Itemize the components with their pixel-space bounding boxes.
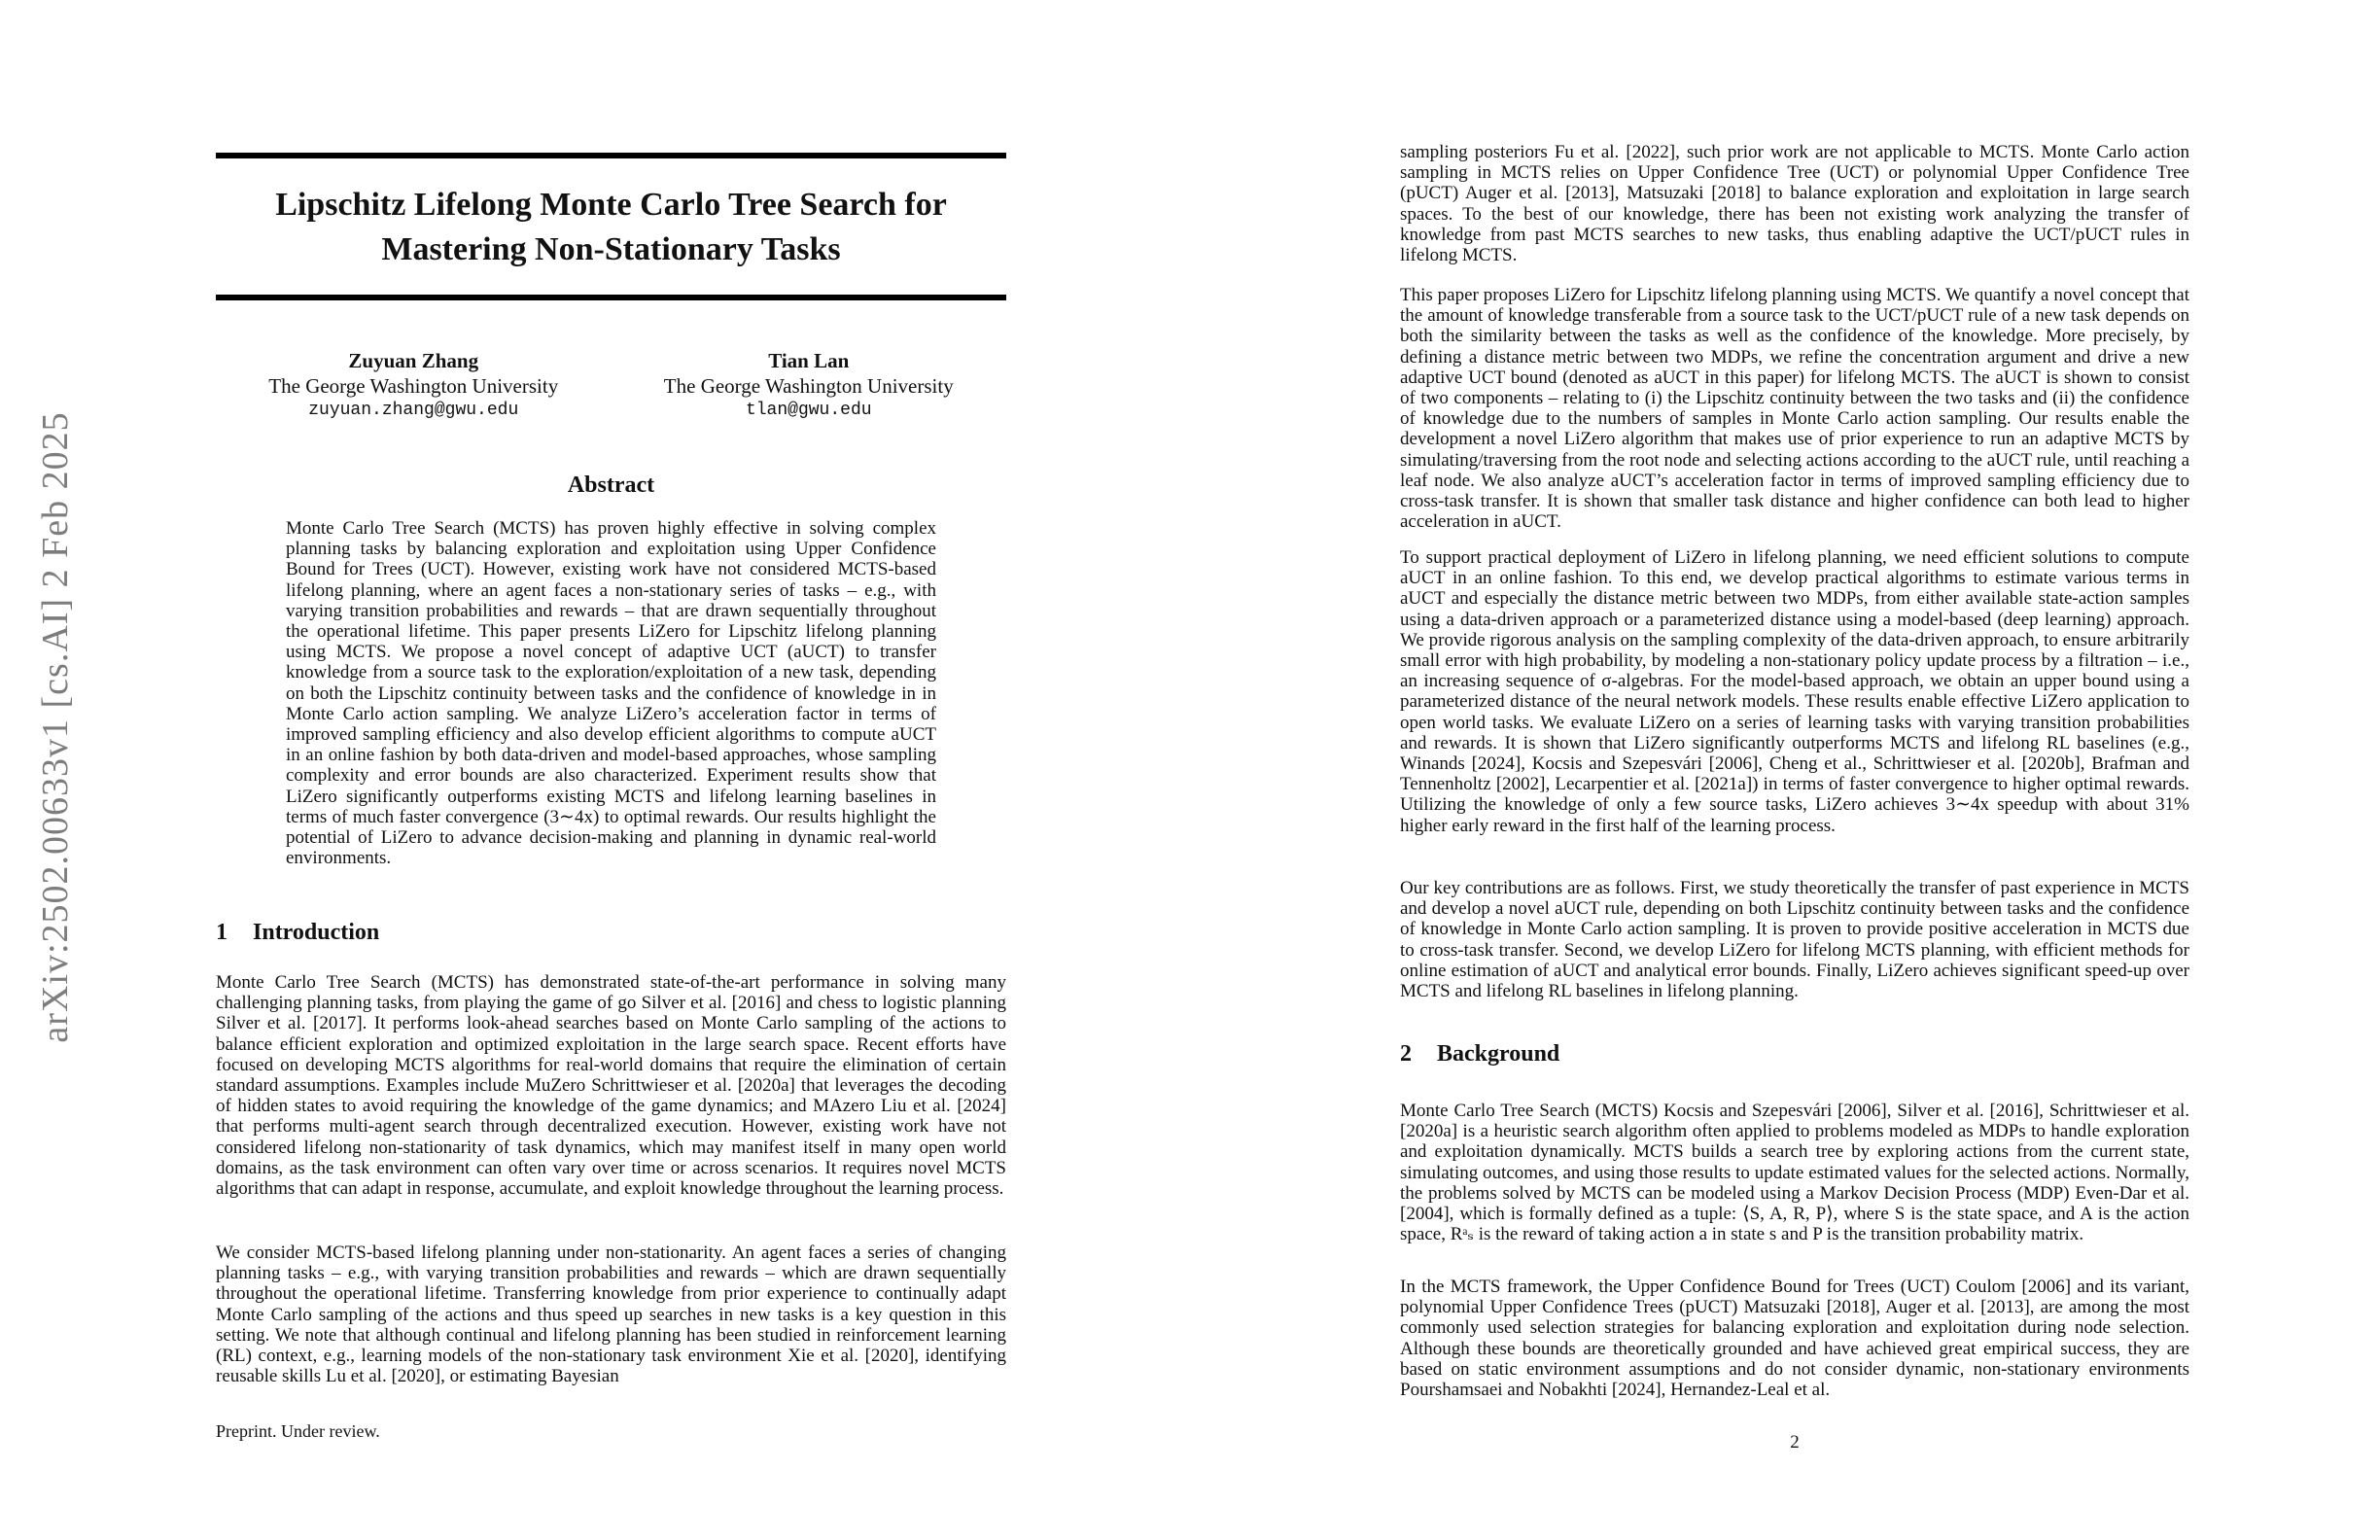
author-block xyxy=(216,348,1006,423)
author-1-affiliation: The George Washington University xyxy=(268,374,559,398)
page1-paragraph-2: We consider MCTS-based lifelong planning under non-stationarity. An agent faces a series of changing planning tasks – e.g., with varying transition probabilities and rewards – which are drawn sequentially throughout the operational lifetime. Transferring knowledge from prior experience to continually adapt Monte Carlo sampling of the actions and thus speed up searches in new tasks is a key question in this setting. We note that although continual and lifelong planning has been studied in reinforcement learning (RL) context, e.g., learning models of the non-stationary task environment Xie et al. [2020], identifying reusable skills Lu et al. [2020], or estimating Bayesian xyxy=(216,1242,1006,1387)
section-1-title: Introduction xyxy=(253,920,380,945)
title-rule-top xyxy=(216,153,1006,158)
author-2 xyxy=(612,348,1007,423)
page1-paragraph-1: Monte Carlo Tree Search (MCTS) has demonstrated state-of-the-art performance in solving many challenging planning tasks, from playing the game of go Silver et al. [2016] and chess to logistic planning Silver et al. [2017]. It performs look-ahead searches based on Monte Carlo sampling of the actions to balance efficient exploration and optimized exploitation in the large search space. Recent efforts have focused on developing MCTS algorithms for real-world domains that require the elimination of certain standard assumptions. Examples include MuZero Schrittwieser et al. [2020a] that leverages the decoding of hidden states to avoid requiring the knowledge of the game dynamics; and MAzero Liu et al. [2024] that performs multi-agent search through decentralized execution. However, existing work have not considered lifelong non-stationarity of task dynamics, which may manifest itself in many open world domains, as the task environment can often vary over time or across scenarios. It requires novel MCTS algorithms that can adapt in response, accumulate, and exploit knowledge throughout the learning process. xyxy=(216,972,1006,1200)
paper-title-line-2: Mastering Non-Stationary Tasks xyxy=(381,231,841,267)
page2-paragraph-6: In the MCTS framework, the Upper Confidence Bound for Trees (UCT) Coulom [2006] and its variant, polynomial Upper Confidence Trees (pUCT) Matsuzaki [2018], Auger et al. [2013], are among the most commonly used selection strategies for balancing exploration and exploitation during node selection. Although these bounds are theoretically grounded and have achieved great empirical success, they are based on static environment assumptions and do not consider dynamic, non-stationary environments Pourshamsaei and Nobakhti [2024], Hernandez-Leal et al. xyxy=(1400,1277,2189,1401)
author-2-affiliation: The George Washington University xyxy=(663,374,954,398)
page2-paragraph-3: To support practical deployment of LiZero in lifelong planning, we need efficient solutions to compute aUCT in an online fashion. To this end, we develop practical algorithms to estimate various terms in aUCT and especially the distance metric between two MDPs, from either available state-action samples using a data-driven approach or a parameterized distance using a model-based (deep learning) approach. We provide rigorous analysis on the sampling complexity of the data-driven approach, to ensure arbitrarily small error with high probability, by modeling a non-stationary policy update process by a filtration – i.e., an increasing sequence of σ-algebras. For the model-based approach, we obtain an upper bound using a parameterized distance of the neural network models. These results enable effective LiZero application to open world tasks. We evaluate LiZero on a series of learning tasks with varying transition probabilities and rewards. It is shown that LiZero significantly outperforms MCTS and lifelong RL baselines (e.g., Winands [2024], Kocsis and Szepesvári [2006], Cheng et al., Schrittwieser et al. [2020b], Brafman and Tennenholtz [2002], Lecarpentier et al. [2021a]) in terms of faster convergence to higher optimal rewards. Utilizing the knowledge of only a few source tasks, LiZero achieves 3∼4x speedup with about 31% higher early reward in the first half of the learning process. xyxy=(1400,547,2189,836)
page2-paragraph-1: sampling posteriors Fu et al. [2022], such prior work are not applicable to MCTS. Monte Carlo action sampling in MCTS relies on Upper Confidence Tree (UCT) or polynomial Upper Confidence Tree (pUCT) Auger et al. [2013], Matsuzaki [2018] to balance exploration and exploitation in large search spaces. To the best of our knowledge, there has been not existing work analyzing the transfer of knowledge from past MCTS searches to new tasks, thus enabling adaptive the UCT/pUCT rules in lifelong MCTS. xyxy=(1400,142,2189,266)
paper-title-line-1: Lipschitz Lifelong Monte Carlo Tree Search for xyxy=(275,187,947,223)
paper-title xyxy=(216,183,1006,272)
title-rule-bottom xyxy=(216,295,1006,300)
section-1-heading xyxy=(216,920,379,946)
page-number: 2 xyxy=(1790,1432,1800,1452)
author-2-name: Tian Lan xyxy=(768,349,850,372)
preprint-footnote: Preprint. Under review. xyxy=(216,1421,380,1441)
abstract-text: Monte Carlo Tree Search (MCTS) has proven highly effective in solving complex planning tasks by balancing exploration and exploitation using Upper Confidence Bound for Trees (UCT). However, existing work have not considered MCTS-based lifelong planning, where an agent faces a non-stationary series of tasks – e.g., with varying transition probabilities and rewards – that are drawn sequentially throughout the operational lifetime. This paper presents LiZero for Lipschitz lifelong planning using MCTS. We propose a novel concept of adaptive UCT (aUCT) to transfer knowledge from a source task to the exploration/exploitation of a new task, depending on both the Lipschitz continuity between tasks and the confidence of knowledge in in Monte Carlo action sampling. We analyze LiZero’s acceleration factor in terms of improved sampling efficiency and also develop efficient algorithms to compute aUCT in an online fashion by both data-driven and model-based approaches, whose sampling complexity and error bounds are also characterized. Experiment results show that LiZero significantly outperforms existing MCTS and lifelong learning baselines in terms of much faster convergence (3∼4x) to optimal rewards. Our results highlight the potential of LiZero to advance decision-making and planning in dynamic real-world environments. xyxy=(286,518,936,869)
section-2-heading xyxy=(1400,1041,1559,1068)
author-1-name: Zuyuan Zhang xyxy=(348,349,479,372)
section-2-title: Background xyxy=(1437,1041,1560,1067)
page2-paragraph-2: This paper proposes LiZero for Lipschitz lifelong planning using MCTS. We quantify a novel concept that the amount of knowledge transferable from a source task to the UCT/pUCT rule of a new task depends on both the similarity between the tasks as well as the confidence of the knowledge. More precisely, by defining a distance metric between two MDPs, we refine the concentration argument and drive a new adaptive UCT bound (denoted as aUCT in this paper) for lifelong MCTS. The aUCT is shown to consist of two components – relating to (i) the Lipschitz continuity between the two tasks and (ii) the confidence of knowledge due to the numbers of samples in Monte Carlo action sampling. Our results enable the development a novel LiZero algorithm that makes use of prior experience to run an adaptive MCTS by simulating/traversing from the root node and selecting actions according to the aUCT rule, until reaching a leaf node. We also analyze aUCT’s acceleration factor in terms of improved sampling efficiency due to cross-task transfer. It is shown that smaller task distance and higher confidence can both lead to higher acceleration in aUCT. xyxy=(1400,285,2189,533)
arxiv-watermark: arXiv:2502.00633v1 [cs.AI] 2 Feb 2025 xyxy=(35,411,76,1043)
author-1 xyxy=(216,348,612,423)
section-1-number: 1 xyxy=(216,920,228,945)
page2-paragraph-5: Monte Carlo Tree Search (MCTS) Kocsis and Szepesvári [2006], Silver et al. [2016], Schrittwieser et al. [2020a] is a heuristic search algorithm often applied to problems modeled as MDPs to handle exploration and exploitation dynamically. MCTS builds a search tree by exploring actions from the current state, simulating outcomes, and using those results to update estimated values for the selected actions. Normally, the problems solved by MCTS can be modeled using a Markov Decision Process (MDP) Even-Dar et al. [2004], which is formally defined as a tuple: ⟨S, A, R, P⟩, where S is the state space, and A is the action space, Rᵃₛ is the reward of taking action a in state s and P is the transition probability matrix. xyxy=(1400,1101,2189,1245)
abstract-heading: Abstract xyxy=(567,472,655,498)
author-2-email: tlan@gwu.edu xyxy=(745,401,872,420)
author-1-email: zuyuan.zhang@gwu.edu xyxy=(308,401,519,420)
page2-paragraph-4: Our key contributions are as follows. First, we study theoretically the transfer of past experience in MCTS and develop a novel aUCT rule, depending on both Lipschitz continuity between tasks and the confidence of knowledge in Monte Carlo action sampling. It is proven to provide positive acceleration in MCTS due to cross-task transfer. Second, we develop LiZero for lifelong MCTS planning, with efficient methods for online estimation of aUCT and analytical error bounds. Finally, LiZero achieves significant speed-up over MCTS and lifelong RL baselines in lifelong planning. xyxy=(1400,878,2189,1002)
section-2-number: 2 xyxy=(1400,1041,1412,1067)
